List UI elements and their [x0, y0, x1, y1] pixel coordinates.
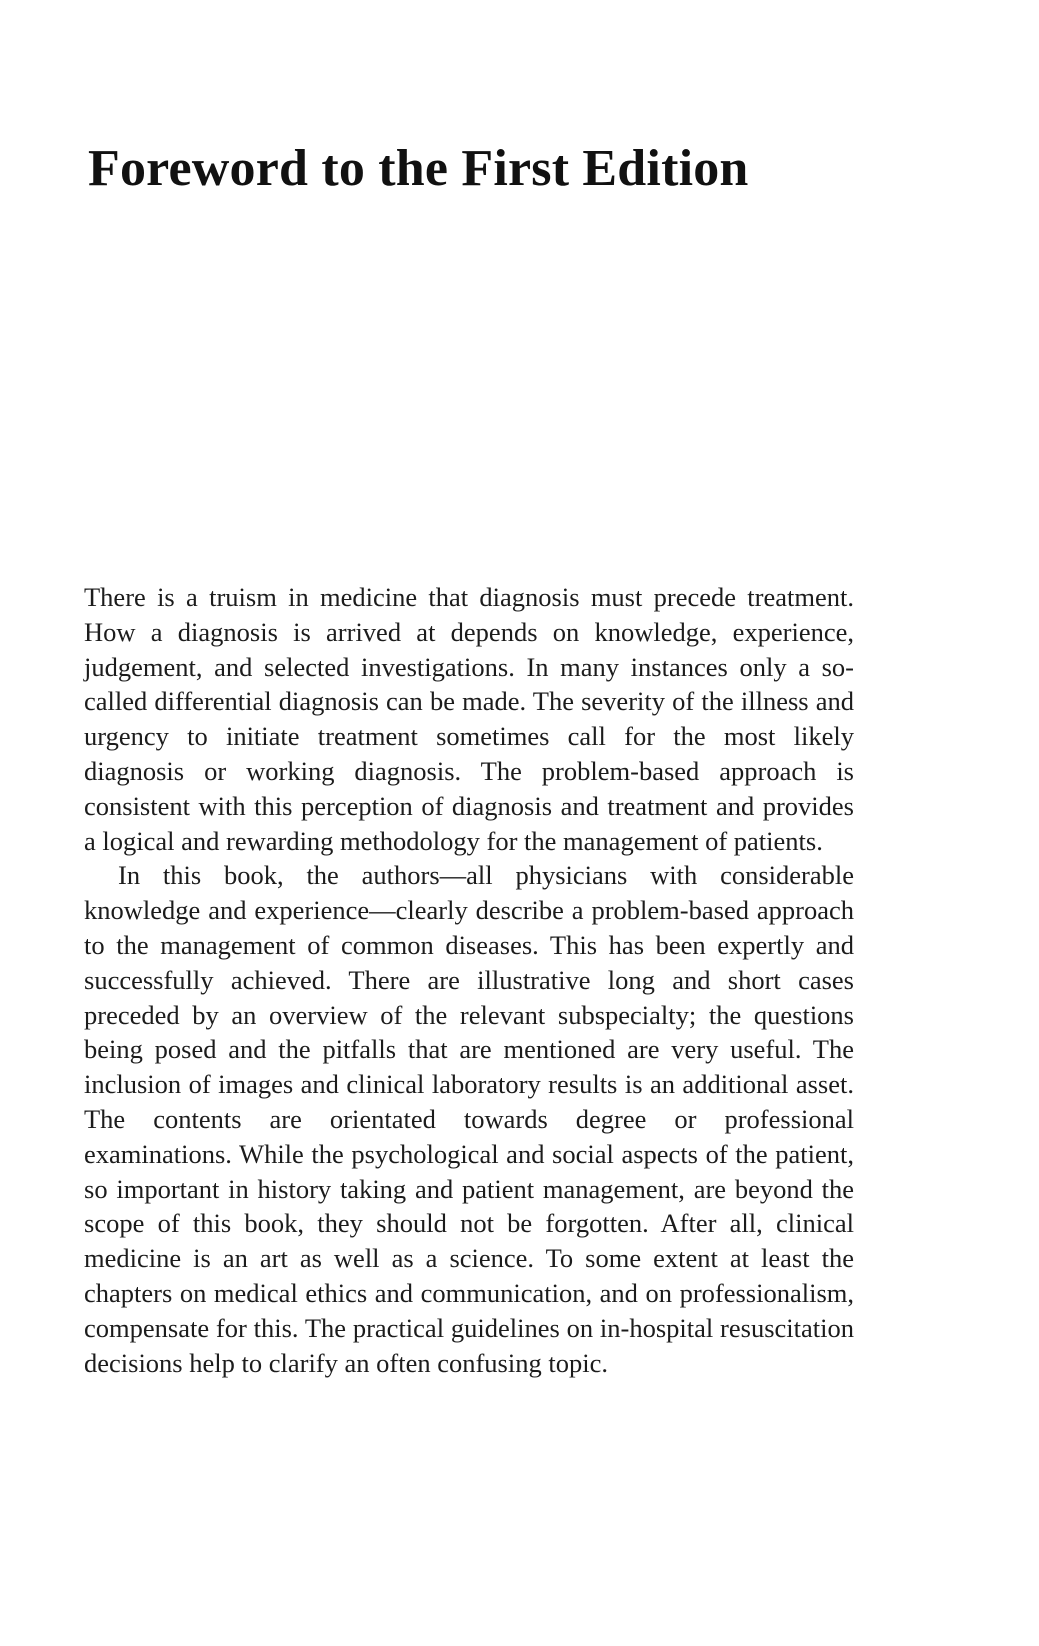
paragraph-1: There is a truism in medicine that diagnosis must precede treatment. How a diagnosis is arrived at depends on knowledge, experience, judgement, and selected investigations. In many instances only a so-called differential diagnosis can be made. The severity of the illness and urgency to initiate treatment sometimes call for the most likely diagnosis or working diagnosis. The problem-based approach is consistent with this perception of diagnosis and treatment and provides a logical and rewarding methodology for the management of patients.: [84, 582, 854, 856]
paragraph-2: In this book, the authors—all physicians with considerable knowledge and experience—clearly describe a problem-based approach to the management of common diseases. This has been expertly and successfully achieved. There are illustrative long and short cases preceded by an overview of the relevant subspecialty; the questions being posed and the pitfalls that are mentioned are very useful. The inclusion of images and clinical laboratory results is an additional asset. The contents are orientated towards degree or professional examinations. While the psychological and social aspects of the patient, so important in history taking and patient management, are beyond the scope of this book, they should not be forgotten. After all, clinical medicine is an art as well as a science. To some extent at least the chapters on medical ethics and communication, and on professionalism, compensate for this. The practical guidelines on in-hospital resuscitation decisions help to clarify an often confusing topic.: [84, 860, 854, 1378]
foreword-body: [84, 580, 854, 1380]
page-title: Foreword to the First Edition: [88, 140, 749, 197]
